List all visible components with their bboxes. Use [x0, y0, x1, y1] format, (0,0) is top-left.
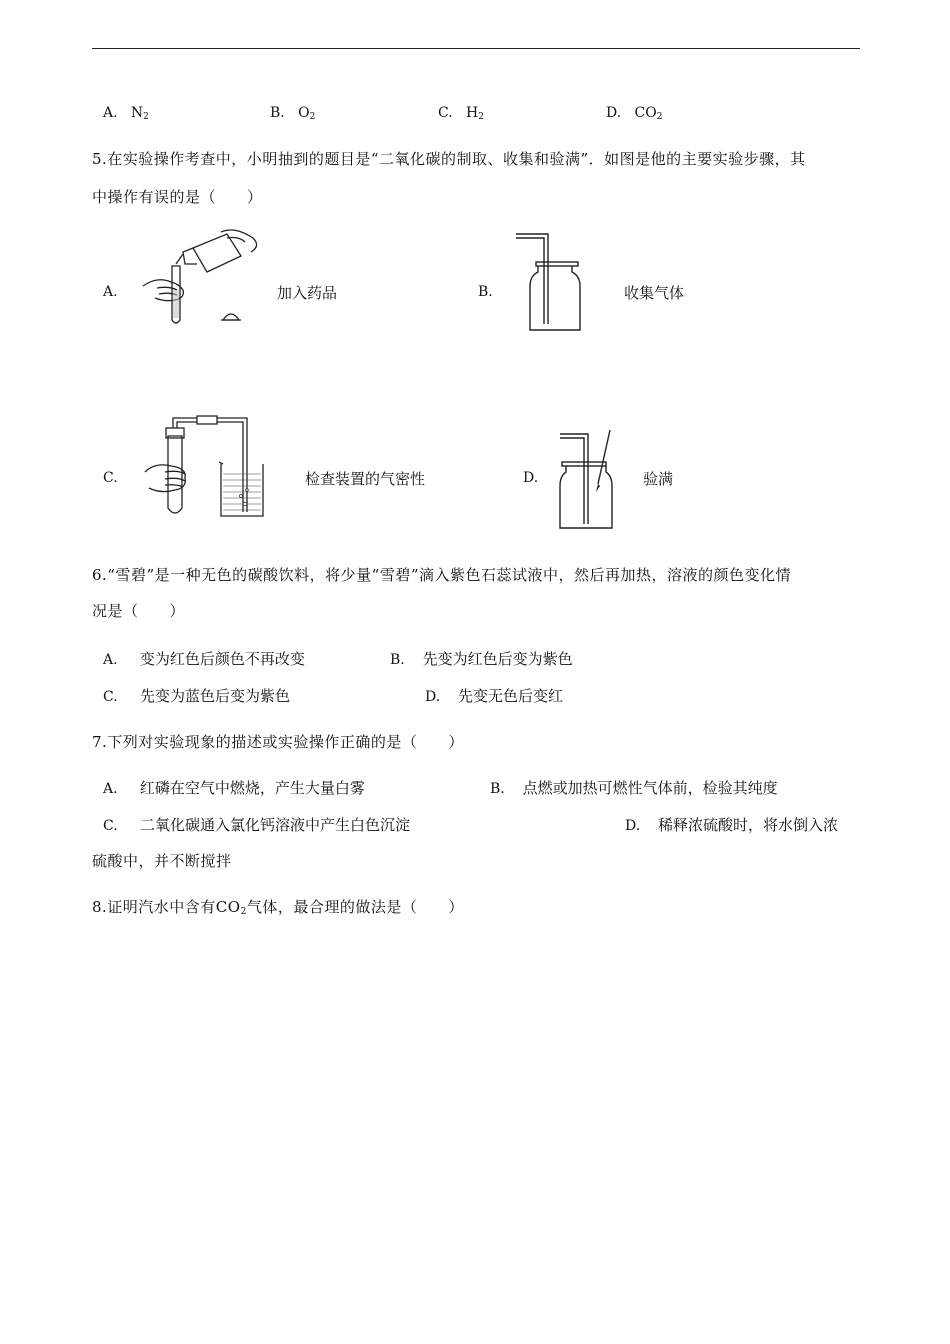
full-check-bottle-figure	[552, 428, 622, 532]
q8-stem: 8.证明汽水中含有$CO_2$气体，最合理的做法是（ ）	[92, 898, 464, 917]
q5-option-b-caption: 收集气体	[624, 284, 685, 302]
airtightness-check-figure	[135, 412, 265, 522]
q7-option-d-continued: 硫酸中，并不断搅拌	[92, 852, 232, 870]
q5-option-b-label[interactable]: B.	[478, 284, 493, 300]
q7-option-d[interactable]: D. 稀释浓硫酸时，将水倒入浓	[625, 816, 839, 834]
q7-option-b[interactable]: B. 点燃或加热可燃性气体前，检验其纯度	[490, 779, 778, 797]
adding-reagent-figure	[135, 228, 265, 328]
q5-stem-line2: 中操作有误的是（ ）	[92, 188, 263, 206]
q6-option-c[interactable]: C. 先变为蓝色后变为紫色	[103, 687, 290, 705]
q5-stem-line1: 5.在实验操作考查中，小明抽到的题目是“二氧化碳的制取、收集和验满”．如图是他的主要实验步骤，其	[92, 150, 806, 168]
q6-option-a[interactable]: A. 变为红色后颜色不再改变	[103, 650, 305, 668]
q5-option-d-label[interactable]: D.	[523, 470, 539, 486]
q7-option-c[interactable]: C. 二氧化碳通入氯化钙溶液中产生白色沉淀	[103, 816, 410, 834]
q5-option-d-caption: 验满	[643, 470, 674, 488]
q5-option-a-label[interactable]: A.	[103, 284, 118, 300]
header-rule	[92, 48, 860, 49]
q6-option-b[interactable]: B. 先变为红色后变为紫色	[390, 650, 573, 668]
q5-option-c-label[interactable]: C.	[103, 470, 118, 486]
q7-option-a[interactable]: A. 红磷在空气中燃烧，产生大量白雾	[103, 779, 365, 797]
q4-option-c[interactable]: C. $H_2$	[438, 105, 484, 122]
q4-option-a[interactable]: A. $N_2$	[103, 105, 149, 122]
q5-option-a-caption: 加入药品	[277, 284, 338, 302]
q6-option-d[interactable]: D. 先变无色后变红	[425, 687, 564, 705]
gas-collection-bottle-figure	[508, 232, 588, 332]
q7-stem: 7.下列对实验现象的描述或实验操作正确的是（ ）	[92, 733, 464, 751]
q4-option-b[interactable]: B. $O_2$	[270, 105, 316, 122]
q4-option-d[interactable]: D. $CO_2$	[606, 105, 663, 122]
q5-option-c-caption: 检查装置的气密性	[305, 470, 426, 488]
q6-stem-line2: 况是（ ）	[92, 602, 186, 620]
q6-stem-line1: 6.“雪碧”是一种无色的碳酸饮料，将少量“雪碧”滴入紫色石蕊试液中，然后再加热，溶液的颜色变化情	[92, 566, 791, 584]
